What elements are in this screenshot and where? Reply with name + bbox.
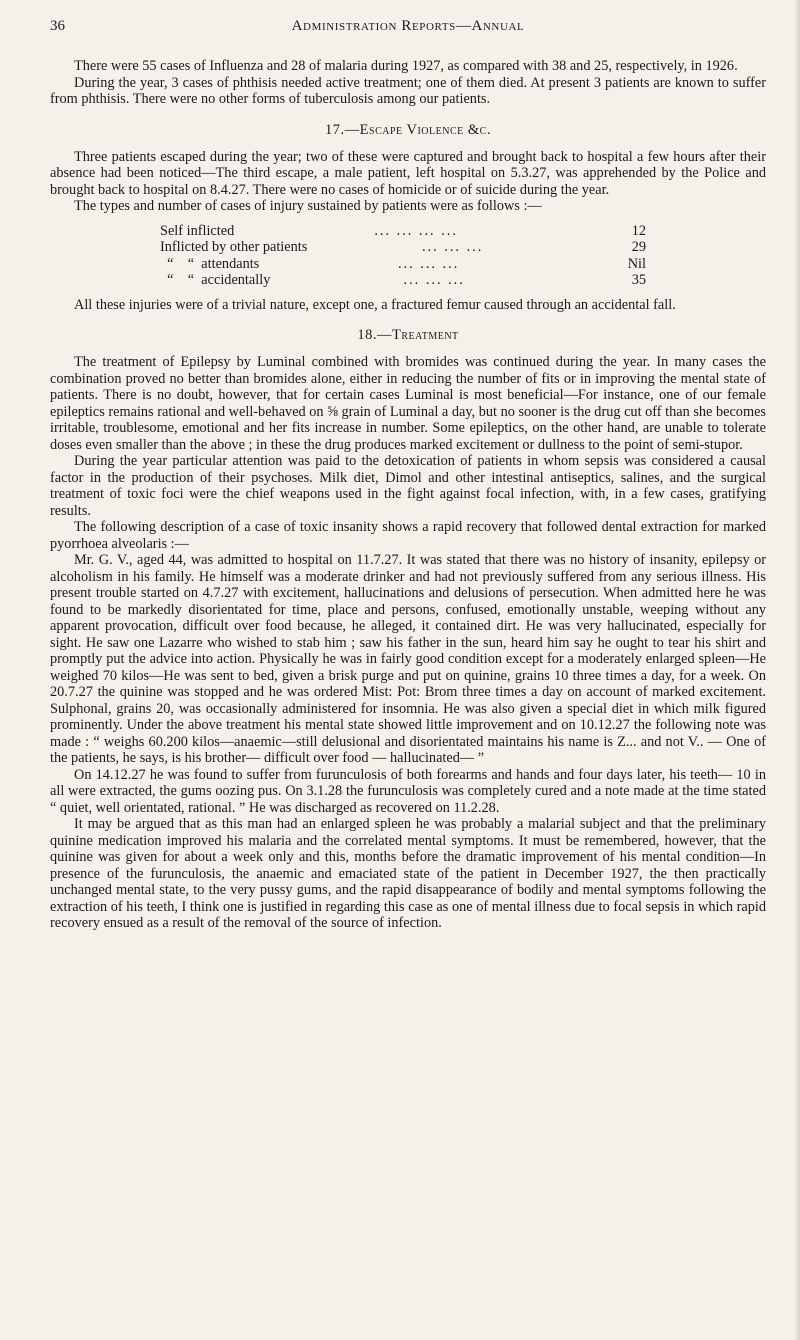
paragraph-case-recovery: On 14.12.27 he was found to suffer from furunculosis of both forearms and hands and four days later, his teeth— 10 in all were extracted, the gums oozing pus. On 3.1.28 the furunculosis was completely cured and a note made at the time stated “ quiet, well orientated, rational. ” He was discharged as recovered on 11.2.28. bbox=[50, 766, 766, 816]
section-heading-escape: 17.—Escape Violence &c. bbox=[325, 121, 491, 138]
injury-count: 12 bbox=[631, 222, 646, 239]
injury-row bbox=[160, 256, 646, 273]
injury-table bbox=[160, 223, 646, 289]
paragraph-case-history: Mr. G. V., aged 44, was admitted to hospital on 11.7.27. It was stated that there was no history of insanity, epilepsy or alcoholism in his family. He himself was a moderate drinker and had not previously suffered from any serious illness. His present trouble started on 4.7.27 with excitement, hallucinations and delusions of persecution. When admitted here he was found to be markedly disorientated for time, place and persons, confused, emotionally unstable, weeping without any apparent provocation, difficult over food because, he alleged, it contained dirt. He was very hallucinated, especially for sight. He saw one Lazarre who wished to stab him ; saw his father in the sun, heard him say he ought to tear his shirt and promptly put the advice into action. Physically he was in fairly good condition except for a moderately enlarged spleen—He weighed 70 kilos—He was sent to bed, given a brisk purge and put on quinine, grains 10 three times a day, for a week. On 20.7.27 the quinine was stopped and he was ordered Mist: Pot: Brom three times a day on account of marked excitement. Sulphonal, grains 20, was occasionally administered for insomnia. He was also given a special diet in which milk figured prominently. Under the above treatment his mental state showed little improvement and on 10.12.27 the following note was made : “ weighs 60.200 kilos—anaemic—still delusional and disorientated maintains his name is Z... and not V.. — One of the patients, he says, is his brother— difficult over food — hallucinated— ” bbox=[50, 552, 766, 766]
injury-row bbox=[160, 272, 646, 289]
injury-label: Inflicted by other patients bbox=[160, 239, 308, 255]
paragraph-detoxication: During the year particular attention was paid to the detoxication of patients in whom sepsis was considered a causal factor in the production of their psychoses. Milk diet, Dimol and other intestinal antiseptics, salines, and the surgical treatment of toxic foci were the chief weapons used in the fight against focal infection, with, in a few cases, gratifying results. bbox=[50, 453, 766, 519]
document-page bbox=[50, 18, 766, 932]
injury-count: Nil bbox=[627, 255, 646, 272]
paragraph-phthisis: During the year, 3 cases of phthisis needed active treatment; one of them died. At present 3 patients are known to suffer from phthisis. There were no other forms of tuberculosis among our patients. bbox=[50, 74, 766, 107]
injury-row bbox=[160, 239, 646, 256]
section-heading-treatment: 18.—Treatment bbox=[357, 327, 459, 343]
paragraph-case-intro: The following description of a case of toxic insanity shows a rapid recovery that followed dental extraction for marked pyorrhoea alveolaris :— bbox=[50, 519, 766, 552]
leader-dots: ... ... ... bbox=[421, 239, 484, 255]
leader-dots: ... ... ... bbox=[403, 272, 465, 288]
paragraph-conclusion: It may be argued that as this man had an enlarged spleen he was probably a malarial subject and that the preliminary quinine medication improved his malaria and the correlated mental symptoms. It must be remembered, however, that the quinine was given for about a week only and this, months before the dramatic improvement of his mental condition—In presence of the furunculosis, the anaemic and emaciated state of the patient in December 1927, the then practically unchanged mental state, to the very pussy gums, and the rapid disappearance of bodily and mental symptoms following the extraction of his teeth, I think one is justified in regarding this case as one of mental illness due to focal sepsis in which rapid recovery ensued as a result of the removal of the source of infection. bbox=[50, 816, 766, 931]
paragraph-injury-intro: The types and number of cases of injury sustained by patients were as follows :— bbox=[74, 198, 542, 214]
injury-label: Self inflicted bbox=[160, 222, 235, 239]
injury-label: “ “ accidentally bbox=[160, 272, 271, 288]
paragraph-influenza: There were 55 cases of Influenza and 28 of malaria during 1927, as compared with 38 and 25, respectively, in 1926. bbox=[74, 58, 738, 74]
page-edge-shadow bbox=[794, 0, 800, 1340]
paragraph-escapes: Three patients escaped during the year; two of these were captured and brought back to hospital a few hours after their absence had been noticed—The third escape, a male patient, left hospital on 5.3.27, was apprehended by the Police and brought back to hospital on 8.4.27. There were no cases of homicide or of suicide during the year. bbox=[50, 148, 766, 198]
injury-count: 29 bbox=[631, 239, 646, 255]
injury-row bbox=[160, 223, 646, 240]
paragraph-injury-summary: All these injuries were of a trivial nature, except one, a fractured femur caused through an accidental fall. bbox=[74, 296, 676, 313]
leader-dots: ... ... ... ... bbox=[374, 222, 458, 239]
running-title: Administration Reports—Annual bbox=[291, 18, 525, 34]
paragraph-epilepsy: The treatment of Epilepsy by Luminal combined with bromides was continued during the year. In many cases the combination proved no better than bromides alone, either in reducing the number of fits or in improving the mental state of patients. There is no doubt, however, that for certain cases Luminal is most beneficial—For instance, one of our female epileptics remains rational and well-behaved on ⅝ grain of Luminal a day, but no sooner is the drug cut off than she becomes irritable, troublesome, emotional and her fits increase in number. Some epileptics, on the other hand, are unable to tolerate doses even smaller than the above ; in these the drug produces marked excitement or dullness to the point of semi-stupor. bbox=[50, 354, 766, 453]
page-number: 36 bbox=[50, 18, 65, 34]
injury-label: “ “ attendants bbox=[160, 255, 260, 272]
running-header bbox=[50, 18, 766, 46]
injury-count: 35 bbox=[631, 272, 646, 288]
leader-dots: ... ... ... bbox=[397, 255, 460, 272]
